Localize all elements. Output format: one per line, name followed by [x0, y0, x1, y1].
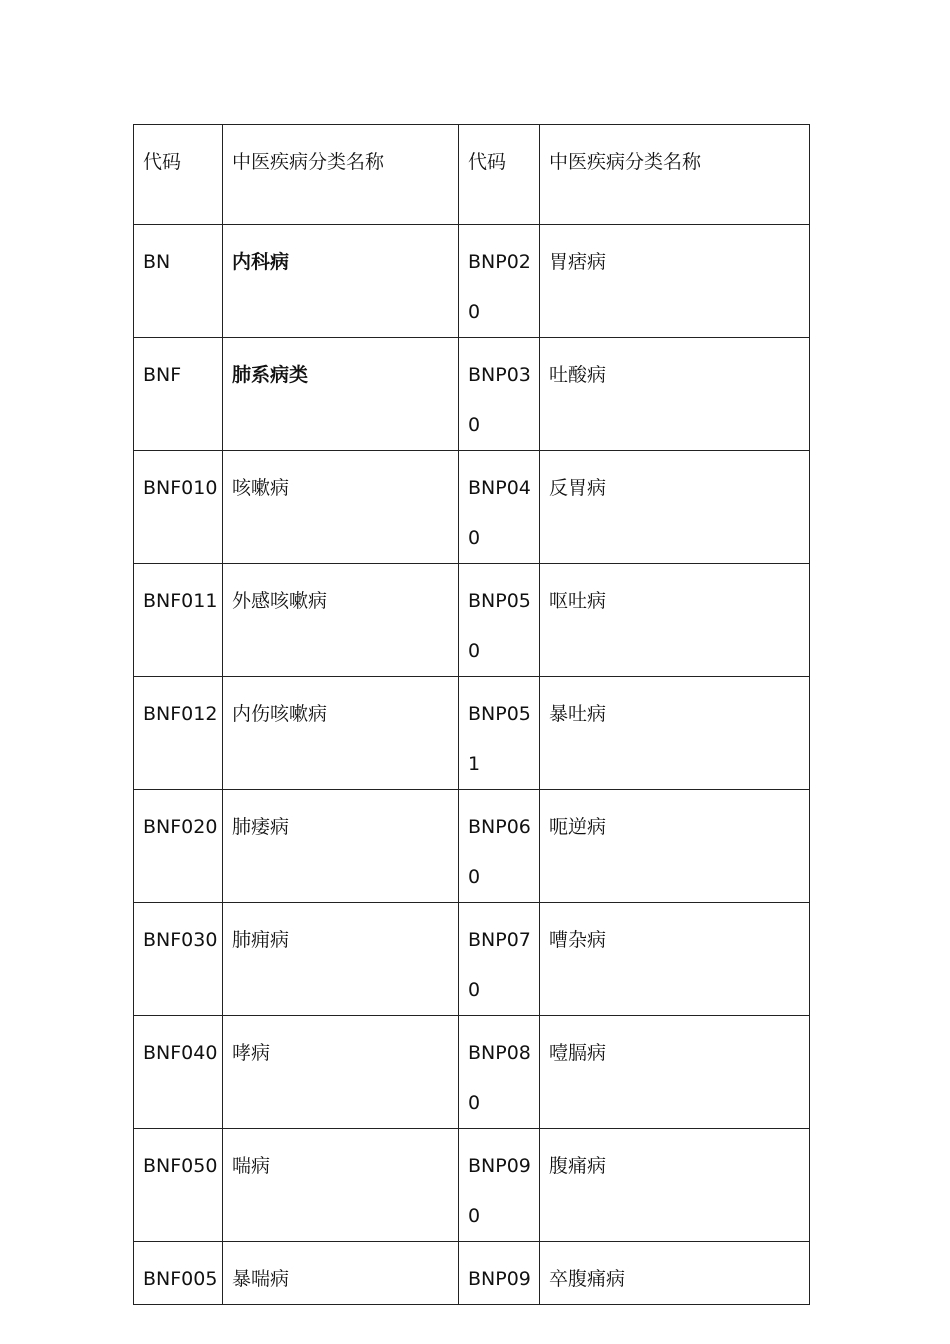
name-right: 腹痛病: [540, 1129, 810, 1242]
name-left: 肺痿病: [223, 790, 459, 903]
table-row: [134, 903, 810, 1016]
code-right: BNP050: [459, 564, 540, 677]
name-right: 呕吐病: [540, 564, 810, 677]
name-left: 喘病: [223, 1129, 459, 1242]
name-right: 吐酸病: [540, 338, 810, 451]
name-right: 卒腹痛病: [540, 1242, 810, 1305]
code-left: BNF: [134, 338, 223, 451]
name-left: 内伤咳嗽病: [223, 677, 459, 790]
name-left: 外感咳嗽病: [223, 564, 459, 677]
code-left: BNF040: [134, 1016, 223, 1129]
name-right: 噎膈病: [540, 1016, 810, 1129]
name-right: 暴吐病: [540, 677, 810, 790]
header-name-left: 中医疾病分类名称: [223, 125, 459, 225]
table-row: [134, 338, 810, 451]
code-right: BNP020: [459, 225, 540, 338]
table-row: [134, 790, 810, 903]
table-row: [134, 564, 810, 677]
name-right: 胃痞病: [540, 225, 810, 338]
code-right: BNP070: [459, 903, 540, 1016]
code-left: BNF030: [134, 903, 223, 1016]
header-name-right: 中医疾病分类名称: [540, 125, 810, 225]
code-right: BNP030: [459, 338, 540, 451]
name-left: 肺系病类: [223, 338, 459, 451]
code-left: BNF020: [134, 790, 223, 903]
table-row: [134, 225, 810, 338]
code-left: BNF011: [134, 564, 223, 677]
table-row: [134, 451, 810, 564]
code-right: BNP09: [459, 1242, 540, 1305]
header-code-left: 代码: [134, 125, 223, 225]
code-left: BNF005: [134, 1242, 223, 1305]
name-right: 反胃病: [540, 451, 810, 564]
code-left: BNF010: [134, 451, 223, 564]
table-row: [134, 1016, 810, 1129]
name-left: 肺痈病: [223, 903, 459, 1016]
table-header-row: [134, 125, 810, 225]
table-row: [134, 1242, 810, 1305]
disease-code-table: [133, 124, 810, 1305]
name-left: 哮病: [223, 1016, 459, 1129]
table-row: [134, 677, 810, 790]
name-left: 暴喘病: [223, 1242, 459, 1305]
table-row: [134, 1129, 810, 1242]
name-right: 呃逆病: [540, 790, 810, 903]
name-right: 嘈杂病: [540, 903, 810, 1016]
name-left: 内科病: [223, 225, 459, 338]
code-right: BNP051: [459, 677, 540, 790]
code-left: BNF012: [134, 677, 223, 790]
code-right: BNP080: [459, 1016, 540, 1129]
name-left: 咳嗽病: [223, 451, 459, 564]
code-right: BNP040: [459, 451, 540, 564]
code-left: BN: [134, 225, 223, 338]
code-right: BNP090: [459, 1129, 540, 1242]
code-right: BNP060: [459, 790, 540, 903]
code-left: BNF050: [134, 1129, 223, 1242]
header-code-right: 代码: [459, 125, 540, 225]
